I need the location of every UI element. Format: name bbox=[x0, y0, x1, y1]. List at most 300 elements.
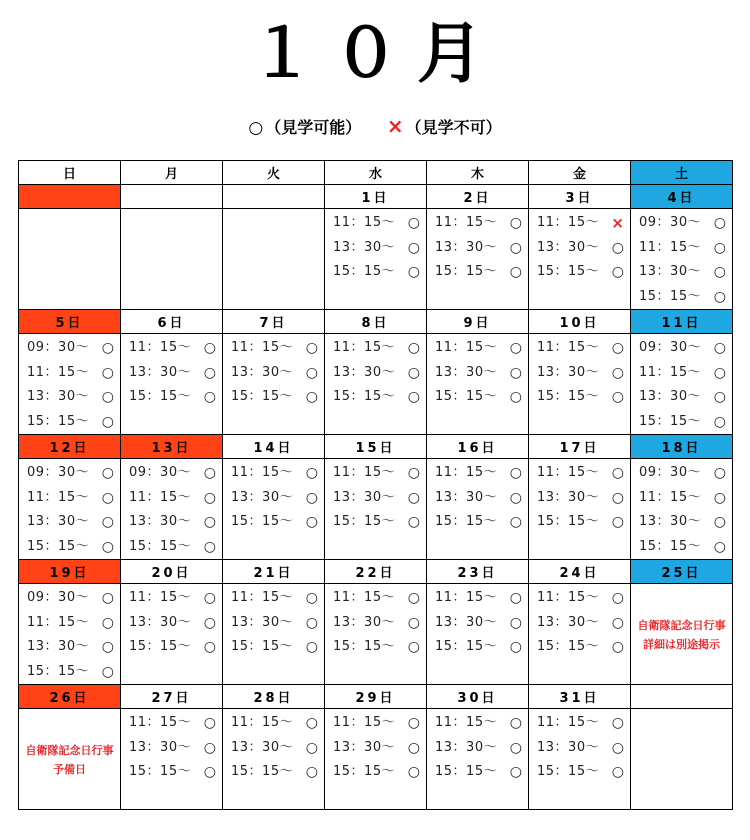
circle-mark-icon: ○ bbox=[611, 389, 624, 405]
schedule-cell bbox=[223, 584, 325, 685]
circle-mark-icon: ○ bbox=[248, 118, 264, 138]
circle-mark-icon: ○ bbox=[305, 614, 318, 631]
circle-mark-icon: ○ bbox=[611, 614, 624, 631]
date-cell bbox=[19, 185, 121, 209]
circle-mark-icon: ○ bbox=[713, 288, 726, 305]
time-slot bbox=[19, 510, 120, 535]
weekday-fri: 金 bbox=[529, 161, 631, 185]
slot-time: 15：15～ bbox=[537, 264, 600, 279]
date-cell: 18日 bbox=[631, 435, 733, 459]
date-cell: 11日 bbox=[631, 310, 733, 334]
circle-mark-icon: ○ bbox=[509, 364, 522, 381]
date-cell: 27日 bbox=[121, 685, 223, 709]
circle-mark-icon: ○ bbox=[509, 715, 522, 731]
circle-mark-icon: ○ bbox=[407, 489, 420, 506]
schedule-cell bbox=[19, 334, 121, 435]
slot-time: 11：15～ bbox=[639, 364, 702, 380]
circle-mark-icon: ○ bbox=[305, 764, 318, 780]
circle-mark-icon: ○ bbox=[611, 639, 624, 655]
circle-mark-icon: ○ bbox=[101, 514, 114, 530]
time-slot bbox=[19, 361, 120, 386]
time-slot bbox=[121, 760, 222, 785]
circle-mark-icon: ○ bbox=[713, 465, 726, 481]
schedule-cell bbox=[19, 459, 121, 560]
circle-mark-icon: ○ bbox=[101, 614, 114, 631]
circle-mark-icon: ○ bbox=[611, 364, 624, 381]
circle-mark-icon: ○ bbox=[407, 465, 420, 481]
circle-mark-icon: ○ bbox=[611, 514, 624, 530]
slot-time: 15：15～ bbox=[27, 413, 90, 429]
circle-mark-icon: ○ bbox=[407, 389, 420, 405]
event-note bbox=[19, 711, 120, 779]
time-slot bbox=[223, 586, 324, 611]
schedule-cell bbox=[529, 709, 631, 810]
time-slot bbox=[121, 535, 222, 560]
slot-time: 13：30～ bbox=[537, 739, 600, 755]
slot-time: 15：15～ bbox=[639, 538, 702, 554]
time-slot bbox=[223, 510, 324, 535]
slot-time: 13：30～ bbox=[231, 614, 294, 630]
time-slot bbox=[325, 510, 426, 535]
circle-mark-icon: ○ bbox=[305, 389, 318, 405]
slot-time: 09：30～ bbox=[639, 340, 702, 355]
circle-mark-icon: ○ bbox=[509, 739, 522, 756]
slot-time: 11：15～ bbox=[537, 215, 600, 230]
circle-mark-icon: ○ bbox=[203, 764, 216, 780]
circle-mark-icon: ○ bbox=[203, 514, 216, 530]
circle-mark-icon: ○ bbox=[611, 264, 624, 280]
circle-mark-icon: ○ bbox=[305, 715, 318, 731]
time-slot bbox=[631, 510, 732, 535]
time-slot bbox=[325, 361, 426, 386]
slot-time: 11：15～ bbox=[639, 489, 702, 505]
slot-time: 11：15～ bbox=[129, 590, 192, 605]
date-cell: 14日 bbox=[223, 435, 325, 459]
time-slot bbox=[427, 711, 528, 736]
date-cell: 17日 bbox=[529, 435, 631, 459]
calendar-table bbox=[18, 160, 733, 810]
slot-time: 09：30～ bbox=[27, 340, 90, 355]
slot-time: 11：15～ bbox=[537, 340, 600, 355]
slot-time: 11：15～ bbox=[231, 715, 294, 730]
circle-mark-icon: ○ bbox=[203, 364, 216, 381]
cross-mark-icon: × bbox=[386, 114, 404, 138]
schedule-cell bbox=[631, 709, 733, 810]
time-slot bbox=[529, 236, 630, 261]
circle-mark-icon: ○ bbox=[509, 340, 522, 356]
slot-time: 11：15～ bbox=[231, 340, 294, 355]
date-row bbox=[19, 685, 733, 709]
circle-mark-icon: ○ bbox=[407, 215, 420, 231]
slot-time: 15：15～ bbox=[537, 514, 600, 529]
event-note-line: 自衛隊記念日行事 bbox=[25, 744, 114, 757]
circle-mark-icon: ○ bbox=[101, 413, 114, 430]
slot-time: 11：15～ bbox=[333, 715, 396, 730]
slot-time: 15：15～ bbox=[129, 764, 192, 779]
slot-time: 11：15～ bbox=[639, 239, 702, 255]
slot-time: 15：15～ bbox=[27, 663, 90, 679]
time-slot bbox=[427, 236, 528, 261]
circle-mark-icon: ○ bbox=[509, 215, 522, 231]
date-cell: 12日 bbox=[19, 435, 121, 459]
circle-mark-icon: ○ bbox=[305, 514, 318, 530]
cross-mark-icon: × bbox=[611, 214, 624, 232]
schedule-cell bbox=[427, 709, 529, 810]
schedule-cell bbox=[427, 334, 529, 435]
circle-mark-icon: ○ bbox=[713, 413, 726, 430]
slot-time: 11：15～ bbox=[27, 489, 90, 505]
circle-mark-icon: ○ bbox=[509, 514, 522, 530]
schedule-cell bbox=[529, 459, 631, 560]
circle-mark-icon: ○ bbox=[713, 340, 726, 356]
weekday-tue: 火 bbox=[223, 161, 325, 185]
page-title: １０月 bbox=[249, 15, 501, 92]
date-cell: 24日 bbox=[529, 560, 631, 584]
date-cell: 25日 bbox=[631, 560, 733, 584]
circle-mark-icon: ○ bbox=[203, 389, 216, 405]
time-slot bbox=[427, 260, 528, 285]
slot-time: 13：30～ bbox=[333, 739, 396, 755]
time-slot bbox=[529, 486, 630, 511]
time-slot bbox=[19, 611, 120, 636]
time-slot bbox=[223, 611, 324, 636]
time-slot bbox=[121, 461, 222, 486]
time-slot bbox=[121, 736, 222, 761]
slot-time: 15：15～ bbox=[231, 639, 294, 654]
time-slot bbox=[529, 586, 630, 611]
slot-time: 13：30～ bbox=[231, 489, 294, 505]
event-note-line: 予備日 bbox=[53, 763, 86, 776]
time-slot bbox=[121, 336, 222, 361]
time-slot bbox=[223, 736, 324, 761]
date-cell bbox=[223, 185, 325, 209]
date-cell: 4日 bbox=[631, 185, 733, 209]
circle-mark-icon: ○ bbox=[407, 715, 420, 731]
time-slot bbox=[529, 736, 630, 761]
time-slot bbox=[325, 336, 426, 361]
date-cell bbox=[121, 185, 223, 209]
schedule-cell bbox=[19, 709, 121, 810]
time-slot bbox=[325, 611, 426, 636]
time-slot bbox=[631, 211, 732, 236]
circle-mark-icon: ○ bbox=[509, 764, 522, 780]
time-slot bbox=[223, 711, 324, 736]
date-cell: 26日 bbox=[19, 685, 121, 709]
circle-mark-icon: ○ bbox=[611, 590, 624, 606]
date-cell: 31日 bbox=[529, 685, 631, 709]
date-cell: 3日 bbox=[529, 185, 631, 209]
slot-time: 11：15～ bbox=[435, 590, 498, 605]
slot-time: 13：30～ bbox=[129, 614, 192, 630]
time-slot bbox=[529, 361, 630, 386]
circle-mark-icon: ○ bbox=[509, 389, 522, 405]
circle-mark-icon: ○ bbox=[611, 739, 624, 756]
time-slot bbox=[529, 211, 630, 236]
circle-mark-icon: ○ bbox=[407, 340, 420, 356]
circle-mark-icon: ○ bbox=[611, 764, 624, 780]
schedule-cell bbox=[19, 584, 121, 685]
date-cell: 21日 bbox=[223, 560, 325, 584]
circle-mark-icon: ○ bbox=[203, 465, 216, 481]
slot-time: 11：15～ bbox=[231, 590, 294, 605]
event-note bbox=[631, 586, 732, 654]
date-cell: 2日 bbox=[427, 185, 529, 209]
time-slot bbox=[325, 461, 426, 486]
circle-mark-icon: ○ bbox=[305, 465, 318, 481]
schedule-cell bbox=[223, 709, 325, 810]
slot-time: 11：15～ bbox=[27, 614, 90, 630]
time-slot bbox=[427, 336, 528, 361]
slot-time: 09：30～ bbox=[639, 465, 702, 480]
time-slot bbox=[223, 385, 324, 410]
slot-time: 13：30～ bbox=[333, 614, 396, 630]
time-slot bbox=[19, 410, 120, 435]
circle-mark-icon: ○ bbox=[305, 590, 318, 606]
time-slot bbox=[325, 635, 426, 660]
circle-mark-icon: ○ bbox=[305, 340, 318, 356]
circle-mark-icon: ○ bbox=[407, 739, 420, 756]
schedule-cell bbox=[529, 209, 631, 310]
schedule-cell bbox=[325, 709, 427, 810]
slot-time: 11：15～ bbox=[129, 340, 192, 355]
schedule-cell bbox=[325, 584, 427, 685]
time-slot bbox=[631, 236, 732, 261]
schedule-cell bbox=[325, 334, 427, 435]
slot-time: 15：15～ bbox=[333, 764, 396, 779]
schedule-cell bbox=[121, 459, 223, 560]
legend-unavailable bbox=[387, 112, 502, 142]
slot-row bbox=[19, 459, 733, 560]
slot-time: 13：30～ bbox=[537, 489, 600, 505]
circle-mark-icon: ○ bbox=[101, 340, 114, 356]
slot-time: 13：30～ bbox=[27, 389, 90, 404]
time-slot bbox=[19, 486, 120, 511]
time-slot bbox=[631, 260, 732, 285]
time-slot bbox=[325, 711, 426, 736]
time-slot bbox=[325, 260, 426, 285]
circle-mark-icon: ○ bbox=[509, 614, 522, 631]
circle-mark-icon: ○ bbox=[101, 538, 114, 555]
legend-unavailable-label: （見学不可） bbox=[405, 118, 502, 137]
slot-time: 15：15～ bbox=[435, 514, 498, 529]
slot-time: 11：15～ bbox=[333, 215, 396, 230]
time-slot bbox=[631, 535, 732, 560]
slot-time: 15：15～ bbox=[27, 538, 90, 554]
time-slot bbox=[19, 586, 120, 611]
time-slot bbox=[19, 535, 120, 560]
slot-time: 11：15～ bbox=[537, 715, 600, 730]
schedule-cell bbox=[631, 334, 733, 435]
circle-mark-icon: ○ bbox=[713, 215, 726, 231]
time-slot bbox=[427, 461, 528, 486]
time-slot bbox=[631, 410, 732, 435]
slot-time: 13：30～ bbox=[435, 489, 498, 505]
circle-mark-icon: ○ bbox=[509, 465, 522, 481]
time-slot bbox=[631, 336, 732, 361]
circle-mark-icon: ○ bbox=[509, 489, 522, 506]
time-slot bbox=[121, 635, 222, 660]
schedule-cell bbox=[121, 584, 223, 685]
slot-time: 11：15～ bbox=[27, 364, 90, 380]
date-cell: 15日 bbox=[325, 435, 427, 459]
time-slot bbox=[325, 211, 426, 236]
slot-time: 09：30～ bbox=[639, 215, 702, 230]
time-slot bbox=[19, 635, 120, 660]
date-row bbox=[19, 435, 733, 459]
slot-time: 11：15～ bbox=[333, 590, 396, 605]
slot-time: 13：30～ bbox=[435, 364, 498, 380]
time-slot bbox=[631, 361, 732, 386]
slot-time: 11：15～ bbox=[435, 340, 498, 355]
slot-time: 13：30～ bbox=[639, 514, 702, 529]
time-slot bbox=[19, 385, 120, 410]
time-slot bbox=[325, 736, 426, 761]
schedule-cell bbox=[427, 584, 529, 685]
slot-time: 13：30～ bbox=[27, 639, 90, 654]
legend-available bbox=[248, 114, 361, 142]
date-row bbox=[19, 560, 733, 584]
slot-time: 11：15～ bbox=[129, 489, 192, 505]
circle-mark-icon: ○ bbox=[101, 663, 114, 680]
slot-row bbox=[19, 334, 733, 435]
date-cell: 13日 bbox=[121, 435, 223, 459]
time-slot bbox=[223, 336, 324, 361]
date-cell: 30日 bbox=[427, 685, 529, 709]
date-cell: 10日 bbox=[529, 310, 631, 334]
slot-row bbox=[19, 709, 733, 810]
schedule-cell bbox=[631, 459, 733, 560]
time-slot bbox=[325, 236, 426, 261]
slot-time: 13：30～ bbox=[537, 614, 600, 630]
time-slot bbox=[325, 586, 426, 611]
slot-time: 15：15～ bbox=[129, 538, 192, 554]
date-row bbox=[19, 185, 733, 209]
schedule-cell bbox=[223, 209, 325, 310]
slot-time: 15：15～ bbox=[537, 389, 600, 404]
time-slot bbox=[121, 586, 222, 611]
time-slot bbox=[631, 461, 732, 486]
time-slot bbox=[427, 211, 528, 236]
circle-mark-icon: ○ bbox=[203, 489, 216, 506]
slot-time: 13：30～ bbox=[333, 239, 396, 255]
weekday-thu: 木 bbox=[427, 161, 529, 185]
time-slot bbox=[529, 260, 630, 285]
slot-time: 13：30～ bbox=[333, 489, 396, 505]
time-slot bbox=[427, 486, 528, 511]
schedule-cell bbox=[325, 209, 427, 310]
circle-mark-icon: ○ bbox=[713, 364, 726, 381]
slot-time: 15：15～ bbox=[129, 389, 192, 404]
circle-mark-icon: ○ bbox=[407, 264, 420, 280]
time-slot bbox=[631, 486, 732, 511]
circle-mark-icon: ○ bbox=[407, 764, 420, 780]
time-slot bbox=[427, 361, 528, 386]
circle-mark-icon: ○ bbox=[611, 465, 624, 481]
circle-mark-icon: ○ bbox=[101, 639, 114, 655]
date-cell: 28日 bbox=[223, 685, 325, 709]
slot-time: 11：15～ bbox=[435, 715, 498, 730]
legend bbox=[0, 112, 750, 140]
time-slot bbox=[529, 510, 630, 535]
schedule-cell bbox=[529, 334, 631, 435]
circle-mark-icon: ○ bbox=[509, 264, 522, 280]
circle-mark-icon: ○ bbox=[305, 739, 318, 756]
time-slot bbox=[121, 486, 222, 511]
slot-time: 13：30～ bbox=[435, 739, 498, 755]
schedule-cell bbox=[121, 334, 223, 435]
date-cell bbox=[631, 685, 733, 709]
slot-time: 13：30～ bbox=[639, 389, 702, 404]
slot-time: 15：15～ bbox=[537, 639, 600, 654]
time-slot bbox=[427, 385, 528, 410]
slot-time: 13：30～ bbox=[129, 514, 192, 529]
slot-time: 13：30～ bbox=[129, 364, 192, 380]
time-slot bbox=[529, 461, 630, 486]
circle-mark-icon: ○ bbox=[203, 614, 216, 631]
circle-mark-icon: ○ bbox=[407, 614, 420, 631]
time-slot bbox=[19, 461, 120, 486]
slot-time: 15：15～ bbox=[435, 639, 498, 654]
schedule-cell bbox=[631, 209, 733, 310]
circle-mark-icon: ○ bbox=[713, 264, 726, 280]
slot-time: 09：30～ bbox=[27, 590, 90, 605]
slot-time: 15：15～ bbox=[435, 264, 498, 279]
slot-time: 15：15～ bbox=[333, 264, 396, 279]
slot-time: 11：15～ bbox=[537, 465, 600, 480]
slot-time: 15：15～ bbox=[333, 514, 396, 529]
circle-mark-icon: ○ bbox=[713, 239, 726, 256]
slot-time: 15：15～ bbox=[537, 764, 600, 779]
weekday-mon: 月 bbox=[121, 161, 223, 185]
slot-time: 13：30～ bbox=[129, 739, 192, 755]
slot-time: 13：30～ bbox=[537, 239, 600, 255]
time-slot bbox=[223, 461, 324, 486]
slot-time: 11：15～ bbox=[333, 465, 396, 480]
slot-time: 15：15～ bbox=[639, 413, 702, 429]
schedule-cell bbox=[121, 209, 223, 310]
time-slot bbox=[427, 736, 528, 761]
time-slot bbox=[223, 361, 324, 386]
circle-mark-icon: ○ bbox=[611, 489, 624, 506]
date-cell: 6日 bbox=[121, 310, 223, 334]
circle-mark-icon: ○ bbox=[407, 590, 420, 606]
slot-time: 11：15～ bbox=[537, 590, 600, 605]
time-slot bbox=[529, 385, 630, 410]
time-slot bbox=[427, 586, 528, 611]
schedule-cell bbox=[325, 459, 427, 560]
slot-time: 13：30～ bbox=[333, 364, 396, 380]
circle-mark-icon: ○ bbox=[101, 489, 114, 506]
slot-time: 09：30～ bbox=[129, 465, 192, 480]
slot-time: 11：15～ bbox=[129, 715, 192, 730]
slot-time: 13：30～ bbox=[435, 614, 498, 630]
circle-mark-icon: ○ bbox=[509, 590, 522, 606]
slot-time: 15：15～ bbox=[333, 389, 396, 404]
circle-mark-icon: ○ bbox=[407, 239, 420, 256]
circle-mark-icon: ○ bbox=[713, 514, 726, 530]
time-slot bbox=[427, 760, 528, 785]
circle-mark-icon: ○ bbox=[101, 465, 114, 481]
time-slot bbox=[121, 510, 222, 535]
slot-time: 15：15～ bbox=[333, 639, 396, 654]
schedule-cell bbox=[631, 584, 733, 685]
time-slot bbox=[529, 635, 630, 660]
date-cell: 7日 bbox=[223, 310, 325, 334]
time-slot bbox=[121, 611, 222, 636]
circle-mark-icon: ○ bbox=[203, 739, 216, 756]
time-slot bbox=[19, 660, 120, 685]
time-slot bbox=[325, 760, 426, 785]
